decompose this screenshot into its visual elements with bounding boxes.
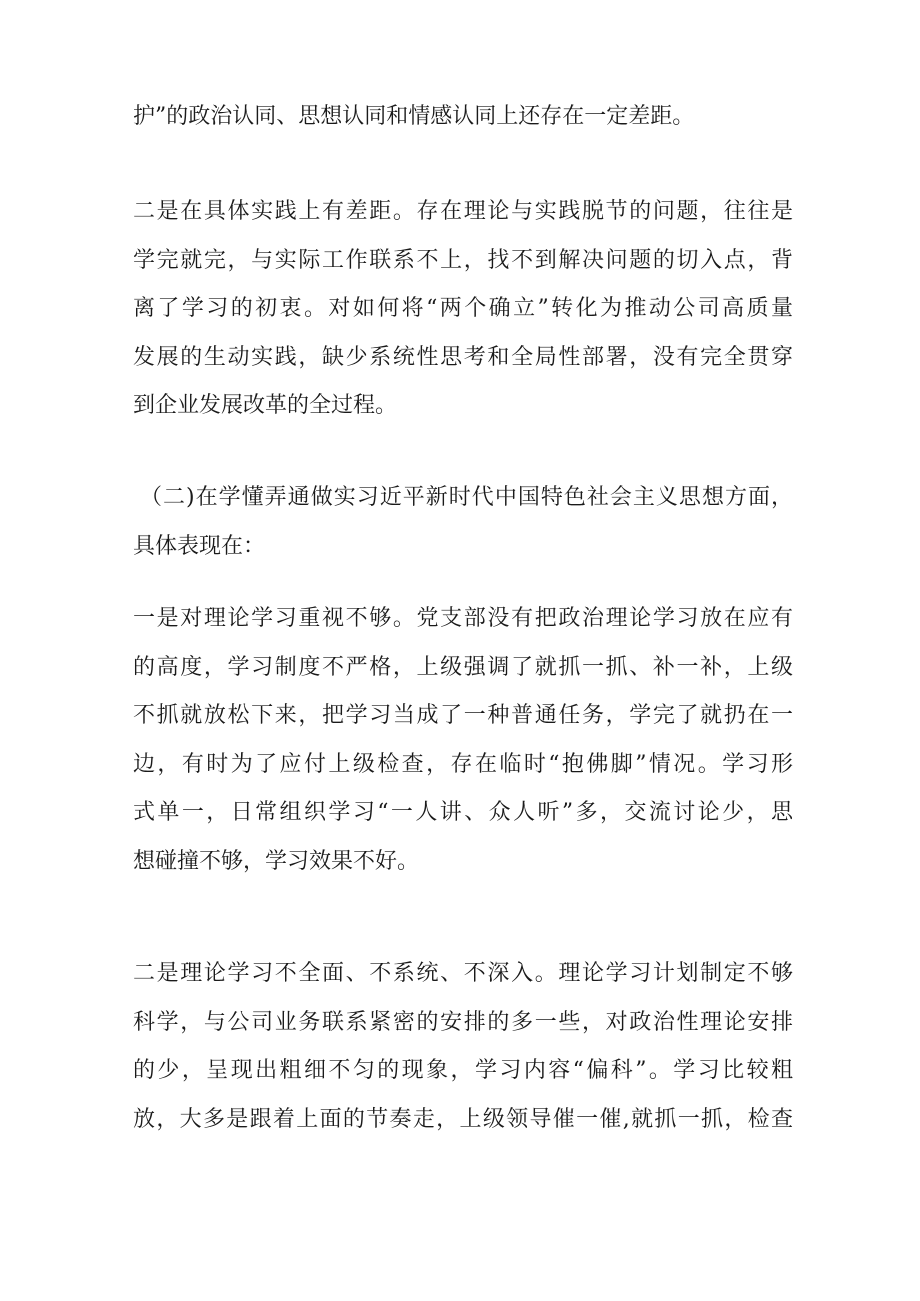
paragraph-4 (133, 595, 793, 886)
paragraph-line: （二)在学懂弄通做实习近平新时代中国特色社会主义思想方面， (140, 485, 793, 510)
paragraph-line: 发展的生动实践，缺少系统性思考和全局性部署，没有完全贯穿 (133, 344, 793, 370)
paragraph-1 (133, 93, 793, 142)
paragraph-line: 式单一，日常组织学习“一人讲、众人听”多，交流讨论少，思 (133, 800, 793, 825)
paragraph-line: 的高度，学习制度不严格，上级强调了就抓一抓、补一补，上级 (133, 654, 793, 680)
paragraph-line: 的少，呈现出粗细不匀的现象，学习内容“偏科”。学习比较粗 (133, 1058, 793, 1083)
paragraph-line: 二是在具体实践上有差距。存在理论与实践脱节的问题，往往是 (133, 199, 793, 224)
paragraph-line: 放，大多是跟着上面的节奏走，上级领导催一催,就抓一抓，检查 (133, 1106, 793, 1132)
paragraph-line: 边，有时为了应付上级检查，存在临时“抱佛脚”情况。学习形 (133, 751, 793, 777)
paragraph-2 (133, 188, 793, 431)
paragraph-line: 护”的政治认同、思想认同和情感认同上还存在一定差距。 (133, 104, 695, 129)
paragraph-5 (133, 950, 793, 1144)
paragraph-line: 二是理论学习不全面、不系统、不深入。理论学习计划制定不够 (133, 961, 793, 986)
paragraph-line: 到企业发展改革的全过程。 (133, 393, 398, 418)
paragraph-line: 学完就完，与实际工作联系不上，找不到解决问题的切入点，背 (133, 247, 793, 273)
paragraph-line: 离了学习的初衷。对如何将“两个确立”转化为推动公司高质量 (133, 296, 793, 321)
paragraph-line: 不抓就放松下来，把学习当成了一种普通任务，学完了就扔在一 (133, 703, 793, 728)
paragraph-line: 一是对理论学习重视不够。党支部没有把政治理论学习放在应有 (133, 606, 793, 631)
paragraph-line: 科学，与公司业务联系紧密的安排的多一些，对政治性理论安排 (133, 1009, 793, 1035)
paragraph-3-heading (133, 474, 793, 571)
paragraph-line: 具体表现在： (133, 533, 266, 559)
paragraph-line: 想碰撞不够，学习效果不好。 (133, 848, 420, 874)
